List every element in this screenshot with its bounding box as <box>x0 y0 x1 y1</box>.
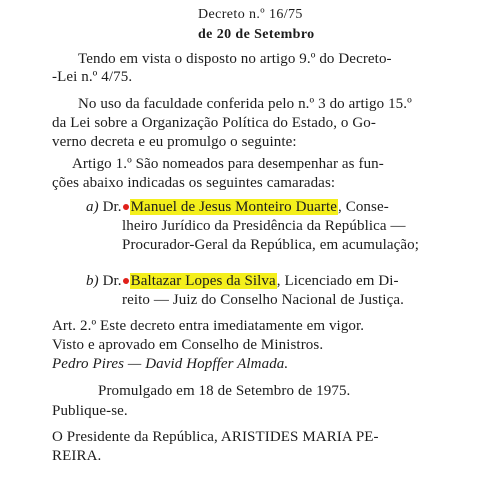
item-a-marker: a) <box>86 199 99 215</box>
decree-number: Decreto n.º 16/75 <box>198 7 303 22</box>
item-b-marker: b) <box>86 273 99 289</box>
paragraph-2-line-1: No uso da faculdade conferida pelo n.º 3 do artigo 15.º <box>78 96 412 112</box>
item-a-line-2: lheiro Jurídico da Presidência da República — <box>122 218 406 234</box>
red-dot-marker-icon <box>123 278 129 284</box>
red-dot-marker-icon <box>123 204 129 210</box>
item-a-line-1 <box>86 198 389 216</box>
item-a-prefix: Dr. <box>102 199 122 215</box>
item-a-line-3: Procurador-Geral da República, em acumulação; <box>122 237 419 253</box>
promulgation-line: Promulgado em 18 de Setembro de 1975. <box>98 383 351 399</box>
president-line-1: O Presidente da República, ARISTIDES MARIA PE- <box>52 429 379 445</box>
item-b-after-name: , Licenciado em Di- <box>276 273 399 289</box>
publish-line: Publique-se. <box>52 403 128 419</box>
paragraph-2-line-3: verno decreta e eu promulgo o seguinte: <box>52 134 297 150</box>
article-1-line-2: ções abaixo indicadas os seguintes camaradas: <box>52 175 336 191</box>
item-b-prefix: Dr. <box>102 273 122 289</box>
paragraph-2-line-2: da Lei sobre a Organização Política do Estado, o Go- <box>52 115 376 131</box>
item-b-line-2: reito — Juiz do Conselho Nacional de Justiça. <box>122 292 404 308</box>
approval-line: Visto e aprovado em Conselho de Ministros. <box>52 337 324 353</box>
highlighted-name-a: Manuel de Jesus Monteiro Duarte <box>130 199 338 215</box>
paragraph-1-line-1: Tendo em vista o disposto no artigo 9.º do Decreto- <box>78 51 392 67</box>
signatories: Pedro Pires — David Hopffer Almada. <box>52 356 289 372</box>
decree-date: de 20 de Setembro <box>198 27 315 42</box>
article-1-line-1: Artigo 1.º São nomeados para desempenhar as fun- <box>72 156 384 172</box>
item-a-after-name: , Conse- <box>338 199 389 215</box>
paragraph-1-line-2: -Lei n.º 4/75. <box>52 69 133 85</box>
highlighted-name-b: Baltazar Lopes da Silva <box>130 273 276 289</box>
article-2: Art. 2.º Este decreto entra imediatamente em vigor. <box>52 318 365 334</box>
president-line-2: REIRA. <box>52 448 102 464</box>
item-b-line-1 <box>86 272 399 290</box>
